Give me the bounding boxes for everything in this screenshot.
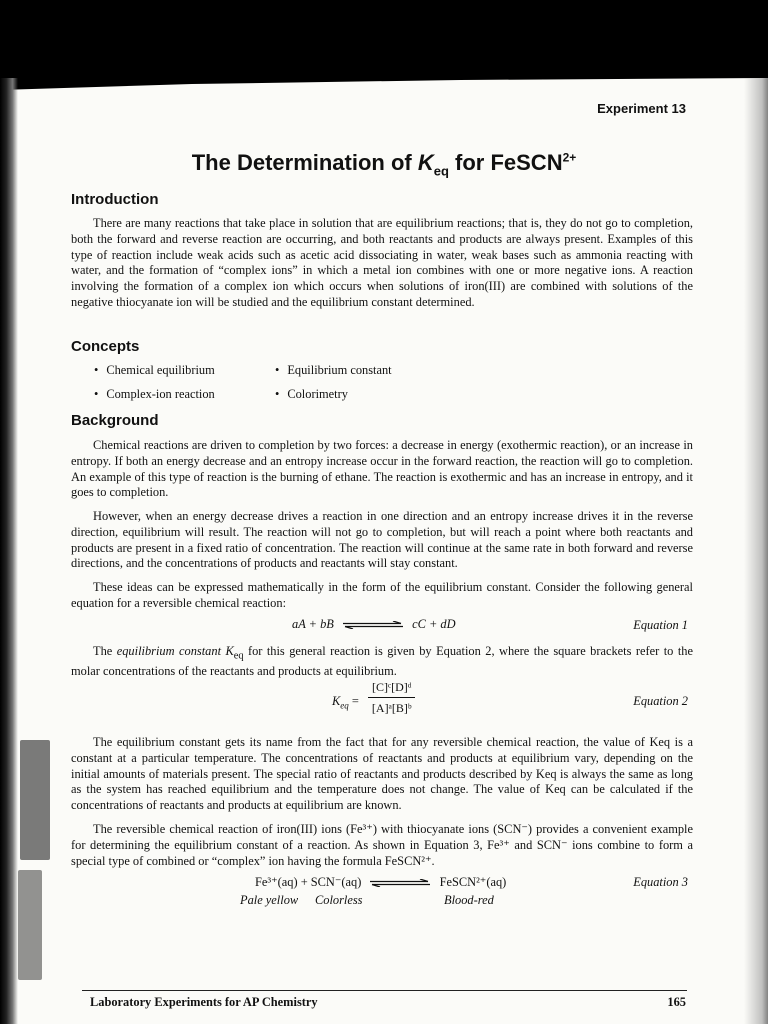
equation-1: aA + bB cC + dD	[292, 617, 456, 631]
concept-item: • Colorimetry	[275, 387, 348, 402]
scan-shadow	[18, 870, 42, 980]
introduction-heading: Introduction	[71, 191, 159, 208]
scan-edge-right	[744, 78, 768, 1024]
page-number: 165	[667, 995, 686, 1009]
background-paragraph-2: However, when an energy decrease drives a reaction in one direction and an entropy increase drives it in the reverse direction, equilibrium will result. The reaction will not go to completion, but will reach a point where both reactants and products are present in a fixed ratio of concentration. The reaction will continue at the same rate in both forward and reverse directions, and the concentrations of products and reactants will stay constant.	[71, 509, 693, 571]
equation-2-k: $K_{eq}$ =	[332, 694, 359, 711]
background-paragraph-1: Chemical reactions are driven to completion by two forces: a decrease in energy (exothermic reaction), or an increase in entropy. If both an energy decrease and an entropy increase occur in the forward reaction, the reaction will go to completion. An example of this type of reaction is the burning of ethane. The reaction is exothermic and has an increase in entropy, and it goes to completion.	[71, 438, 693, 500]
equation-2-label: Equation 2	[633, 694, 688, 708]
equilibrium-arrow-icon	[343, 621, 403, 629]
background-paragraph-3: These ideas can be expressed mathematically in the form of the equilibrium constant. Consider the following general equation for a reversible chemical reaction:	[71, 580, 693, 610]
background-heading: Background	[71, 412, 159, 429]
concepts-heading: Concepts	[71, 338, 140, 355]
concept-item: • Equilibrium constant	[275, 363, 392, 378]
concept-item: • Chemical equilibrium	[94, 363, 215, 378]
experiment-number: Experiment 13	[597, 101, 686, 116]
equation-1-label: Equation 1	[633, 618, 688, 632]
scan-edge-left	[0, 78, 18, 1024]
equation-3-label: Equation 3	[633, 875, 688, 889]
color-label-blood-red: Blood-red	[444, 893, 494, 907]
background-paragraph-6: The reversible chemical reaction of iron(III) ions (Fe³⁺) with thiocyanate ions (SCN⁻) provides a convenient example for determining the equilibrium constant of a reaction. As shown in Equation 3, Fe³⁺ and SCN⁻ ions combine to form a special type of combined or “complex” ion having the formula FeSCN²⁺.	[71, 822, 693, 868]
background-paragraph-5: The equilibrium constant gets its name from the fact that for any reversible chemical reaction, the value of Keq is a constant at a particular temperature. The concentrations of reactants and products at equilibrium vary, depending on the initial amounts of materials present. The special ratio of reactants and products described by Keq is always the same as long as the system has reached equilibrium and the temperature does not change. The value of Keq can be calculated if the concentrations of reactants and products at equilibrium are known.	[71, 735, 693, 813]
equation-3: Fe³⁺(aq) + SCN⁻(aq) FeSCN²⁺(aq)	[255, 875, 507, 889]
background-paragraph-4: The equilibrium constant $K_{eq}$ for this general reaction is given by Equation 2, where the square brackets refer to the molar concentrations of the reactants and products at equilibrium.	[71, 644, 693, 679]
introduction-paragraph: There are many reactions that take place in solution that are equilibrium reactions; that is, they do not go to completion, both the forward and reverse reaction are occurring, and both reactants and products are always present. Examples of this type of reaction include weak acids such as acetic acid dissociating in water, weak bases such as ammonia reacting with water, and the formation of “complex ions” in which a metal ion combines with one or more negative ions. A reaction involving the formation of a complex ion which occurs when solutions of iron(III) are combined with solutions of the negative thiocyanate ion will be studied and the equilibrium constant determined.	[71, 216, 693, 309]
scan-shadow	[20, 740, 50, 860]
footer-book-title: Laboratory Experiments for AP Chemistry	[90, 995, 318, 1009]
color-label-colorless: Colorless	[315, 893, 363, 907]
color-label-pale-yellow: Pale yellow	[240, 893, 299, 907]
footer-rule	[82, 990, 687, 991]
page-title: The Determination of $K_{eq}$ for FeSCN$^{2+}$	[191, 150, 577, 179]
equilibrium-arrow-icon	[370, 879, 430, 887]
concept-item: • Complex-ion reaction	[94, 387, 215, 402]
equation-2-fraction: $\frac{\text{[C]ᶜ[D]ᵈ}}{\text{[A]ᵃ[B]ᵇ}}$	[368, 680, 415, 716]
